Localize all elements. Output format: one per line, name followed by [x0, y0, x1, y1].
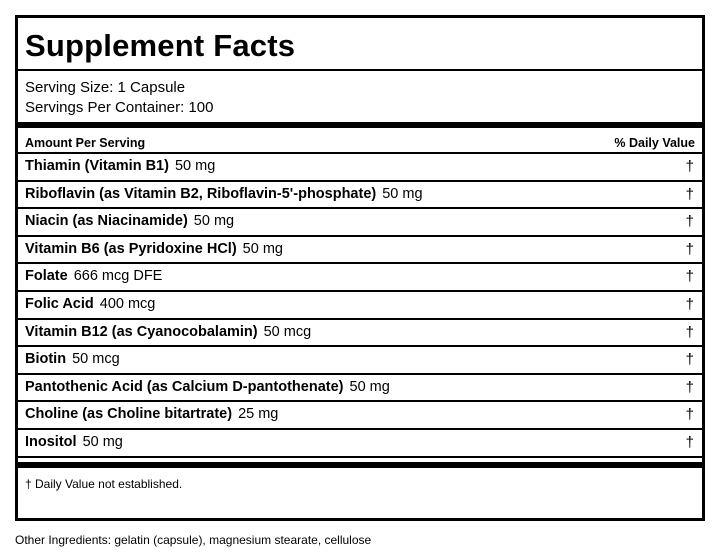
nutrient-name-text: Niacin (as Niacinamide) — [25, 213, 188, 230]
nutrient-name — [25, 264, 162, 290]
nutrient-name-text: Riboflavin (as Vitamin B2, Riboflavin-5'-phosphate) — [25, 185, 377, 202]
nutrient-name — [25, 402, 278, 428]
footnote: † Daily Value not established. — [25, 477, 183, 491]
supplement-facts-panel — [15, 15, 705, 521]
nutrient-amount: 50 mg — [174, 158, 216, 174]
title-divider — [18, 69, 702, 71]
servings-per-container: Servings Per Container: 100 — [25, 99, 214, 116]
serving-thick-divider — [18, 122, 702, 128]
nutrient-daily-value: † — [685, 213, 694, 231]
nutrient-name-text: Vitamin B12 (as Cyanocobalamin) — [25, 323, 258, 340]
nutrient-name — [25, 182, 423, 208]
footer-thick-divider — [18, 462, 702, 468]
nutrient-name-text: Inositol — [25, 434, 77, 450]
nutrient-name-text: Biotin — [25, 351, 67, 368]
nutrient-daily-value: † — [685, 296, 694, 313]
nutrient-daily-value: † — [685, 434, 694, 451]
nutrient-name — [25, 209, 234, 235]
nutrient-name — [25, 320, 311, 346]
nutrient-row — [18, 375, 702, 403]
nutrient-daily-value: † — [685, 323, 694, 341]
nutrient-daily-value: † — [685, 240, 694, 258]
nutrient-amount: 50 mcg — [263, 323, 312, 340]
nutrient-row — [18, 402, 702, 430]
nutrient-amount: 50 mg — [242, 240, 283, 257]
nutrient-amount: 50 mg — [193, 213, 235, 230]
nutrient-name-text: Choline (as Choline bitartrate) — [25, 406, 233, 423]
nutrient-amount: 25 mg — [238, 406, 279, 423]
nutrient-name-text: Thiamin (Vitamin B1) — [25, 158, 169, 174]
nutrient-daily-value: † — [685, 158, 694, 175]
nutrient-daily-value: † — [685, 351, 694, 369]
nutrient-name — [25, 292, 155, 318]
nutrient-daily-value: † — [685, 378, 694, 396]
nutrient-row — [18, 154, 702, 182]
nutrient-name — [25, 347, 120, 373]
nutrient-daily-value: † — [685, 185, 694, 203]
daily-value-header: % Daily Value — [614, 136, 695, 150]
panel-title: Supplement Facts — [25, 28, 296, 63]
nutrient-name-text: Folate — [25, 268, 68, 285]
nutrient-amount: 50 mg — [382, 185, 423, 202]
nutrient-name — [25, 430, 123, 456]
nutrient-row — [18, 264, 702, 292]
nutrient-amount: 50 mg — [82, 434, 123, 450]
nutrient-daily-value: † — [685, 406, 694, 424]
nutrient-row — [18, 430, 702, 458]
nutrient-name-text: Pantothenic Acid (as Calcium D-pantothenate) — [25, 378, 344, 395]
nutrient-name-text: Folic Acid — [25, 296, 94, 312]
nutrient-name — [25, 375, 390, 401]
nutrient-name — [25, 237, 283, 263]
serving-size: Serving Size: 1 Capsule — [25, 79, 186, 96]
nutrient-name — [25, 154, 215, 180]
amount-per-serving-header: Amount Per Serving — [25, 136, 146, 150]
other-ingredients: Other Ingredients: gelatin (capsule), magnesium stearate, cellulose — [15, 533, 372, 547]
nutrient-amount: 400 mcg — [99, 296, 156, 312]
nutrient-row — [18, 292, 702, 320]
nutrient-row — [18, 209, 702, 237]
nutrient-row — [18, 237, 702, 265]
nutrient-row — [18, 320, 702, 348]
nutrient-row — [18, 347, 702, 375]
nutrient-amount: 50 mg — [349, 378, 390, 395]
amount-header-row — [25, 132, 695, 154]
nutrient-amount: 666 mcg DFE — [73, 268, 163, 285]
nutrient-row — [18, 182, 702, 210]
nutrient-daily-value: † — [685, 268, 694, 286]
nutrient-amount: 50 mcg — [72, 351, 120, 368]
nutrient-name-text: Vitamin B6 (as Pyridoxine HCl) — [25, 240, 237, 257]
